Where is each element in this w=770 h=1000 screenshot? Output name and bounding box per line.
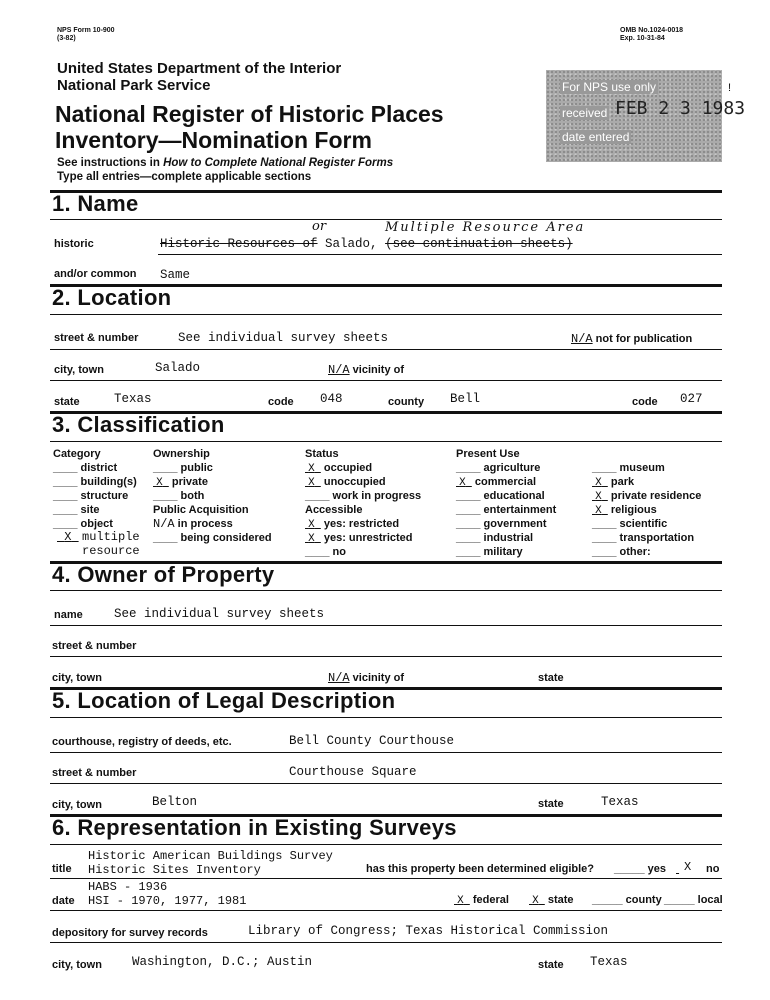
acquisition-being-considered[interactable]: ____ being considered: [153, 532, 272, 544]
county-code-label: code: [632, 396, 658, 408]
field-underline: [50, 752, 722, 753]
field-underline: [158, 254, 722, 255]
survey-date-line2[interactable]: HSI - 1970, 1977, 1981: [88, 894, 247, 908]
courthouse-label: courthouse, registry of deeds, etc.: [52, 736, 232, 748]
expiration-date: Exp. 10-31-84: [620, 35, 665, 42]
field-underline: [50, 783, 722, 784]
ownership-private[interactable]: X private: [156, 476, 208, 489]
legal-state-field[interactable]: Texas: [601, 795, 639, 809]
use-military[interactable]: ____ military: [456, 546, 523, 558]
field-underline: [50, 942, 722, 943]
use-museum[interactable]: ____ museum: [592, 462, 665, 474]
survey-title-line1[interactable]: Historic American Buildings Survey: [88, 849, 333, 863]
common-name-label: and/or common: [54, 268, 137, 280]
use-government[interactable]: ____ government: [456, 518, 547, 530]
use-scientific[interactable]: ____ scientific: [592, 518, 668, 530]
instructions-line1: See instructions in How to Complete National Register Forms: [57, 157, 394, 169]
section-4-heading: 4. Owner of Property: [52, 562, 275, 587]
section-1-heading: 1. Name: [52, 191, 139, 216]
instructions-line2: Type all entries—complete applicable sections: [57, 171, 312, 183]
form-number: NPS Form 10-900: [57, 27, 115, 34]
category-site[interactable]: ____ site: [53, 504, 100, 516]
department-name: United States Department of the Interior: [57, 60, 342, 77]
eligible-no-mark: X: [684, 860, 692, 874]
city-town-field[interactable]: Salado: [155, 361, 201, 375]
city-town-label: city, town: [54, 364, 104, 376]
field-underline: [50, 656, 722, 657]
category-district[interactable]: ____ district: [53, 462, 118, 474]
accessible-restricted[interactable]: X yes: restricted: [308, 518, 400, 531]
state-label: state: [54, 396, 80, 408]
use-educational[interactable]: ____ educational: [456, 490, 545, 502]
section-rule: [50, 441, 722, 442]
field-underline: [50, 625, 722, 626]
depository-label: depository for survey records: [52, 927, 208, 939]
field-underline: [50, 878, 722, 879]
survey-date-line1[interactable]: HABS - 1936: [88, 880, 168, 894]
section-rule: [50, 190, 722, 193]
section-6-heading: 6. Representation in Existing Surveys: [52, 815, 457, 840]
state-code-label: code: [268, 396, 294, 408]
county-label: county: [388, 396, 425, 408]
present-use-heading: Present Use: [456, 448, 520, 460]
survey-title-label: title: [52, 863, 72, 875]
section-rule: [50, 844, 722, 845]
omb-number: OMB No.1024-0018: [620, 27, 684, 34]
ownership-both[interactable]: ____ both: [153, 490, 205, 502]
nps-use-label: For NPS use only: [562, 80, 657, 94]
field-underline: [50, 380, 722, 381]
category-heading: Category: [53, 448, 101, 460]
legal-street-label: street & number: [52, 767, 137, 779]
use-religious[interactable]: X religious: [595, 504, 657, 517]
state-field[interactable]: Texas: [114, 392, 152, 406]
field-underline: [50, 349, 722, 350]
form-title-line1: National Register of Historic Places: [55, 101, 444, 127]
ownership-heading: Ownership: [153, 448, 210, 460]
owner-city-label: city, town: [52, 672, 102, 684]
service-name: National Park Service: [57, 77, 211, 94]
section-5-heading: 5. Location of Legal Description: [52, 688, 396, 713]
category-object[interactable]: ____ object: [53, 518, 113, 530]
status-heading: Status: [305, 448, 339, 460]
not-for-publication[interactable]: N/A not for publication: [571, 332, 693, 346]
status-unoccupied[interactable]: X unoccupied: [308, 476, 386, 489]
courthouse-field[interactable]: Bell County Courthouse: [289, 734, 455, 748]
owner-name-label: name: [54, 609, 83, 621]
use-entertainment[interactable]: ____ entertainment: [456, 504, 557, 516]
field-underline: [50, 910, 722, 911]
use-agriculture[interactable]: ____ agriculture: [456, 462, 541, 474]
state-code-field[interactable]: 048: [320, 392, 343, 406]
vicinity-field[interactable]: N/A vicinity of: [328, 363, 405, 377]
owner-vicinity-field[interactable]: N/A vicinity of: [328, 671, 405, 685]
form-revision: (3-82): [57, 35, 76, 42]
section-2-heading: 2. Location: [52, 285, 172, 310]
use-park[interactable]: X park: [595, 476, 635, 489]
ownership-public[interactable]: ____ public: [153, 462, 213, 474]
survey-state[interactable]: X state: [532, 894, 574, 907]
legal-city-field[interactable]: Belton: [152, 795, 198, 809]
county-field[interactable]: Bell: [450, 392, 481, 406]
use-industrial[interactable]: ____ industrial: [456, 532, 534, 544]
legal-state-label: state: [538, 798, 564, 810]
accessible-no[interactable]: ____ no: [305, 546, 346, 558]
section-rule: [50, 590, 722, 591]
use-other[interactable]: ____ other:: [592, 546, 651, 558]
survey-federal[interactable]: X federal: [457, 894, 509, 907]
form-title-line2: Inventory—Nomination Form: [55, 127, 372, 153]
survey-state-label: state: [538, 959, 564, 971]
eligible-yes[interactable]: _____ yes: [614, 863, 667, 875]
survey-county[interactable]: _____ county: [592, 894, 662, 906]
handwritten-multiple-resource-area: Multiple Resource Area: [385, 220, 586, 235]
eligible-no-label: no: [706, 863, 720, 875]
date-entered-label: date entered: [562, 130, 630, 144]
acquisition-in-process[interactable]: N/A in process: [153, 517, 233, 531]
use-commercial[interactable]: X commercial: [459, 476, 537, 489]
street-number-field[interactable]: See individual survey sheets: [178, 331, 389, 345]
survey-title-line2[interactable]: Historic Sites Inventory: [88, 863, 261, 877]
survey-city-field[interactable]: Washington, D.C.; Austin: [132, 955, 313, 969]
category-structure[interactable]: ____ structure: [53, 490, 129, 502]
category-resource: resource: [82, 544, 140, 558]
section-rule: [50, 314, 722, 315]
owner-street-label: street & number: [52, 640, 137, 652]
legal-city-label: city, town: [52, 799, 102, 811]
accessible-unrestricted[interactable]: X yes: unrestricted: [308, 532, 413, 545]
category-multiple-mark[interactable]: X: [64, 530, 72, 544]
historic-name-field[interactable]: Historic Resources of Salado, (see continuation sheets): [160, 237, 573, 251]
owner-state-label: state: [538, 672, 564, 684]
use-private-residence[interactable]: X private residence: [595, 490, 702, 503]
street-number-label: street & number: [54, 332, 139, 344]
eligible-question: has this property been determined eligible?: [366, 863, 594, 875]
section-3-heading: 3. Classification: [52, 412, 225, 437]
legal-street-field[interactable]: Courthouse Square: [289, 765, 417, 779]
public-acquisition-heading: Public Acquisition: [153, 504, 249, 516]
section-rule: [50, 717, 722, 718]
received-label: received: [562, 106, 608, 120]
historic-label: historic: [54, 238, 94, 250]
status-occupied[interactable]: X occupied: [308, 462, 373, 475]
use-transportation[interactable]: ____ transportation: [592, 532, 695, 544]
survey-city-label: city, town: [52, 959, 102, 971]
survey-date-label: date: [52, 895, 75, 907]
status-work-in-progress[interactable]: ____ work in progress: [305, 490, 422, 502]
category-buildings[interactable]: ____ building(s): [53, 476, 137, 488]
accessible-heading: Accessible: [305, 504, 363, 516]
common-name-field[interactable]: Same: [160, 268, 191, 282]
owner-name-field[interactable]: See individual survey sheets: [114, 607, 325, 621]
survey-state-field[interactable]: Texas: [590, 955, 628, 969]
county-code-field[interactable]: 027: [680, 392, 703, 406]
received-date-stamp: FEB 2 3 1983: [615, 98, 746, 119]
handwritten-or: or: [312, 219, 327, 234]
survey-local[interactable]: _____ local: [664, 894, 723, 906]
margin-mark: !: [728, 82, 732, 94]
category-multiple: multiple: [82, 530, 140, 544]
eligible-no[interactable]: [676, 863, 679, 876]
depository-field[interactable]: Library of Congress; Texas Historical Commission: [248, 924, 609, 938]
